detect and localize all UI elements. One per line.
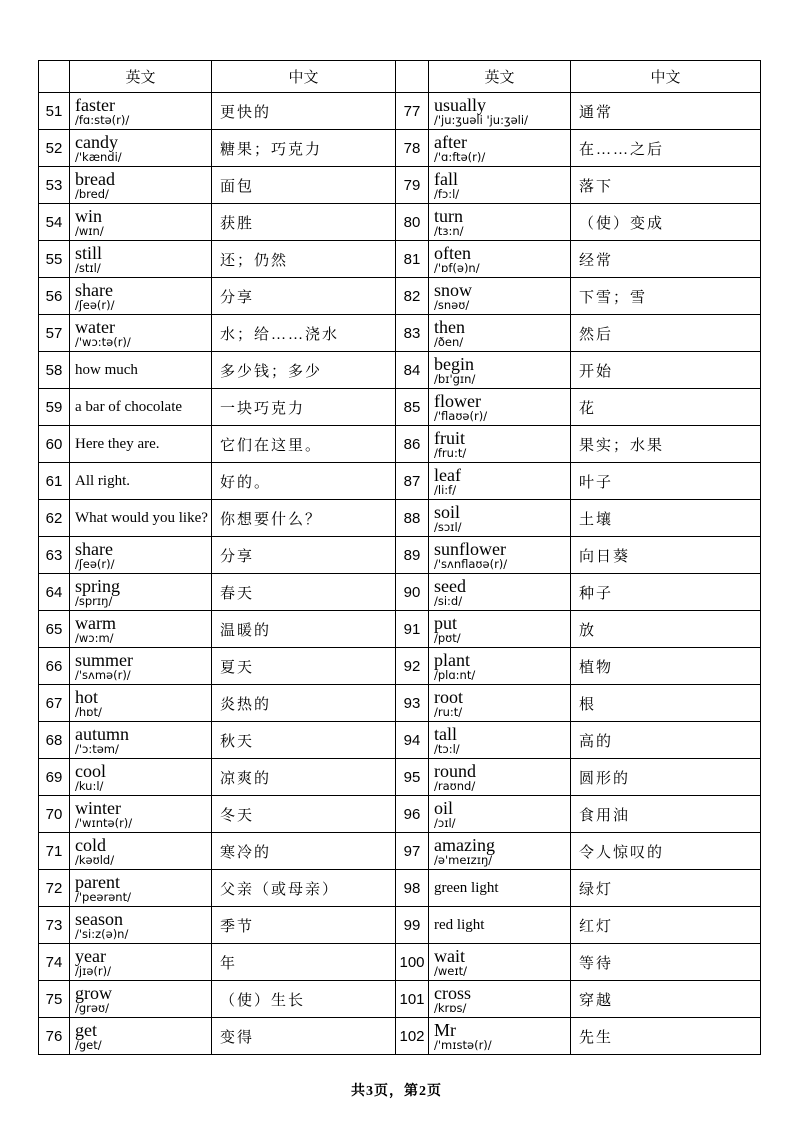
- phonetic-transcription: /'mɪstə(r)/: [434, 1037, 492, 1052]
- english-cell: [70, 463, 212, 500]
- row-number: 82: [396, 278, 429, 315]
- phonetic-transcription: /ʃeə(r)/: [75, 556, 115, 571]
- header-chinese-right: 中文: [571, 61, 761, 93]
- phonetic-transcription: /bɪ'gɪn/: [434, 371, 476, 386]
- chinese-cell: 然后: [571, 315, 761, 352]
- english-word: Mr: [434, 1019, 456, 1040]
- english-word: All right.: [75, 472, 130, 489]
- chinese-cell: 温暖的: [212, 611, 396, 648]
- english-cell: [70, 944, 212, 981]
- row-number: 85: [396, 389, 429, 426]
- chinese-cell: 年: [212, 944, 396, 981]
- table-row: [39, 426, 761, 463]
- english-cell: [70, 981, 212, 1018]
- chinese-cell: 等待: [571, 944, 761, 981]
- phonetic-transcription: /weɪt/: [434, 963, 468, 978]
- chinese-cell: 凉爽的: [212, 759, 396, 796]
- chinese-cell: 它们在这里。: [212, 426, 396, 463]
- phonetic-transcription: /'wɔ:tə(r)/: [75, 334, 131, 349]
- english-word: put: [434, 612, 458, 633]
- english-cell: [429, 537, 571, 574]
- row-number: 71: [39, 833, 70, 870]
- chinese-cell: 令人惊叹的: [571, 833, 761, 870]
- table-row: [39, 759, 761, 796]
- row-number: 96: [396, 796, 429, 833]
- table-row: [39, 241, 761, 278]
- english-cell: [429, 204, 571, 241]
- row-number: 95: [396, 759, 429, 796]
- phonetic-transcription: /fru:t/: [434, 445, 467, 460]
- table-row: [39, 796, 761, 833]
- row-number: 60: [39, 426, 70, 463]
- phonetic-transcription: /'ju:ʒuəli 'ju:ʒəli/: [434, 112, 528, 127]
- row-number: 81: [396, 241, 429, 278]
- chinese-cell: 土壤: [571, 500, 761, 537]
- table-row: [39, 648, 761, 685]
- english-word: round: [434, 760, 476, 781]
- english-word: amazing: [434, 834, 495, 855]
- phonetic-transcription: /'ɑ:ftə(r)/: [434, 149, 486, 164]
- english-cell: [70, 426, 212, 463]
- row-number: 66: [39, 648, 70, 685]
- chinese-cell: 果实；水果: [571, 426, 761, 463]
- english-word: cold: [75, 834, 106, 855]
- row-number: 84: [396, 352, 429, 389]
- header-number-left: [39, 61, 70, 93]
- row-number: 98: [396, 870, 429, 907]
- table-row: [39, 204, 761, 241]
- row-number: 52: [39, 130, 70, 167]
- english-word: turn: [434, 205, 463, 226]
- chinese-cell: 你想要什么？: [212, 500, 396, 537]
- row-number: 79: [396, 167, 429, 204]
- chinese-cell: 下雪；雪: [571, 278, 761, 315]
- english-cell: [429, 611, 571, 648]
- table-row: [39, 574, 761, 611]
- phonetic-transcription: /li:f/: [434, 482, 457, 497]
- phonetic-transcription: /ʃeə(r)/: [75, 297, 115, 312]
- chinese-cell: 放: [571, 611, 761, 648]
- english-word: get: [75, 1019, 97, 1040]
- english-cell: [429, 315, 571, 352]
- english-cell: [429, 870, 571, 907]
- phonetic-transcription: /jɪə(r)/: [75, 963, 111, 978]
- english-cell: [70, 870, 212, 907]
- chinese-cell: 在……之后: [571, 130, 761, 167]
- row-number: 68: [39, 722, 70, 759]
- header-chinese-left: 中文: [212, 61, 396, 93]
- vocab-table-body: [39, 93, 761, 1055]
- phonetic-transcription: /tɜ:n/: [434, 223, 464, 238]
- english-word: wait: [434, 945, 465, 966]
- english-cell: [70, 648, 212, 685]
- row-number: 62: [39, 500, 70, 537]
- row-number: 78: [396, 130, 429, 167]
- english-word: still: [75, 242, 103, 263]
- chinese-cell: （使）变成: [571, 204, 761, 241]
- english-cell: [70, 611, 212, 648]
- english-cell: [429, 278, 571, 315]
- row-number: 92: [396, 648, 429, 685]
- table-row: [39, 1018, 761, 1055]
- chinese-cell: 食用油: [571, 796, 761, 833]
- chinese-cell: 获胜: [212, 204, 396, 241]
- english-cell: [70, 167, 212, 204]
- chinese-cell: 分享: [212, 537, 396, 574]
- english-word: win: [75, 205, 102, 226]
- english-word: share: [75, 279, 113, 300]
- row-number: 75: [39, 981, 70, 1018]
- english-word: parent: [75, 871, 120, 892]
- table-row: [39, 389, 761, 426]
- english-word: autumn: [75, 723, 129, 744]
- english-word: bread: [75, 168, 115, 189]
- english-word: green light: [434, 879, 499, 896]
- table-row: [39, 722, 761, 759]
- phonetic-transcription: /'peərənt/: [75, 889, 131, 904]
- row-number: 101: [396, 981, 429, 1018]
- phonetic-transcription: /ɔɪl/: [434, 815, 456, 830]
- chinese-cell: 通常: [571, 93, 761, 130]
- phonetic-transcription: /get/: [75, 1037, 102, 1052]
- english-cell: [429, 93, 571, 130]
- english-cell: [429, 796, 571, 833]
- english-cell: [429, 981, 571, 1018]
- english-cell: [429, 685, 571, 722]
- row-number: 55: [39, 241, 70, 278]
- english-word: faster: [75, 94, 115, 115]
- english-cell: [429, 833, 571, 870]
- row-number: 76: [39, 1018, 70, 1055]
- row-number: 73: [39, 907, 70, 944]
- english-word: Here they are.: [75, 435, 160, 452]
- chinese-cell: 红灯: [571, 907, 761, 944]
- chinese-cell: 种子: [571, 574, 761, 611]
- english-cell: [429, 130, 571, 167]
- row-number: 99: [396, 907, 429, 944]
- english-cell: [70, 278, 212, 315]
- header-english-left: 英文: [70, 61, 212, 93]
- row-number: 86: [396, 426, 429, 463]
- chinese-cell: 好的。: [212, 463, 396, 500]
- row-number: 94: [396, 722, 429, 759]
- phonetic-transcription: /wɔ:m/: [75, 630, 114, 645]
- chinese-cell: 经常: [571, 241, 761, 278]
- english-cell: [429, 352, 571, 389]
- phonetic-transcription: /sprɪŋ/: [75, 593, 113, 608]
- english-word: sunflower: [434, 538, 506, 559]
- english-word: soil: [434, 501, 461, 522]
- chinese-cell: 圆形的: [571, 759, 761, 796]
- phonetic-transcription: /'sʌnflaʊə(r)/: [434, 556, 508, 571]
- english-word: red light: [434, 916, 485, 933]
- phonetic-transcription: /'ɒf(ə)n/: [434, 260, 480, 275]
- row-number: 57: [39, 315, 70, 352]
- table-row: [39, 870, 761, 907]
- table-row: [39, 944, 761, 981]
- english-cell: [70, 722, 212, 759]
- header-number-right: [396, 61, 429, 93]
- english-cell: [429, 463, 571, 500]
- phonetic-transcription: /si:d/: [434, 593, 463, 608]
- english-word: grow: [75, 982, 112, 1003]
- phonetic-transcription: /ru:t/: [434, 704, 463, 719]
- chinese-cell: 一块巧克力: [212, 389, 396, 426]
- vocab-table: [38, 60, 761, 1055]
- english-cell: [70, 759, 212, 796]
- chinese-cell: 寒冷的: [212, 833, 396, 870]
- chinese-cell: 变得: [212, 1018, 396, 1055]
- phonetic-transcription: /bred/: [75, 186, 109, 201]
- english-cell: [70, 241, 212, 278]
- english-word: plant: [434, 649, 470, 670]
- english-cell: [429, 574, 571, 611]
- english-word: leaf: [434, 464, 461, 485]
- english-cell: [70, 685, 212, 722]
- chinese-cell: 向日葵: [571, 537, 761, 574]
- row-number: 67: [39, 685, 70, 722]
- english-word: often: [434, 242, 471, 263]
- english-word: hot: [75, 686, 99, 707]
- english-word: What would you like?: [75, 509, 208, 526]
- row-number: 80: [396, 204, 429, 241]
- chinese-cell: 分享: [212, 278, 396, 315]
- row-number: 88: [396, 500, 429, 537]
- english-cell: [70, 1018, 212, 1055]
- english-cell: [70, 907, 212, 944]
- phonetic-transcription: /fɔ:l/: [434, 186, 460, 201]
- english-cell: [429, 759, 571, 796]
- phonetic-transcription: /plɑ:nt/: [434, 667, 476, 682]
- english-cell: [429, 241, 571, 278]
- row-number: 51: [39, 93, 70, 130]
- row-number: 91: [396, 611, 429, 648]
- chinese-cell: 秋天: [212, 722, 396, 759]
- english-cell: [429, 944, 571, 981]
- row-number: 53: [39, 167, 70, 204]
- chinese-cell: 面包: [212, 167, 396, 204]
- english-cell: [429, 648, 571, 685]
- english-cell: [70, 93, 212, 130]
- table-row: [39, 537, 761, 574]
- english-cell: [70, 574, 212, 611]
- phonetic-transcription: /'wɪntə(r)/: [75, 815, 133, 830]
- english-word: fruit: [434, 427, 465, 448]
- phonetic-transcription: /grəʊ/: [75, 1000, 109, 1015]
- english-word: winter: [75, 797, 121, 818]
- row-number: 63: [39, 537, 70, 574]
- chinese-cell: 先生: [571, 1018, 761, 1055]
- row-number: 89: [396, 537, 429, 574]
- phonetic-transcription: /stɪl/: [75, 260, 101, 275]
- chinese-cell: 多少钱；多少: [212, 352, 396, 389]
- phonetic-transcription: /'sʌmə(r)/: [75, 667, 131, 682]
- english-word: usually: [434, 94, 486, 115]
- english-word: root: [434, 686, 463, 707]
- row-number: 59: [39, 389, 70, 426]
- english-cell: [70, 315, 212, 352]
- table-row: [39, 833, 761, 870]
- phonetic-transcription: /raʊnd/: [434, 778, 476, 793]
- english-word: how much: [75, 361, 138, 378]
- row-number: 70: [39, 796, 70, 833]
- chinese-cell: 根: [571, 685, 761, 722]
- english-cell: [429, 1018, 571, 1055]
- phonetic-transcription: /fɑ:stə(r)/: [75, 112, 130, 127]
- english-word: year: [75, 945, 106, 966]
- english-cell: [429, 500, 571, 537]
- row-number: 65: [39, 611, 70, 648]
- phonetic-transcription: /krɒs/: [434, 1000, 467, 1015]
- phonetic-transcription: /snəʊ/: [434, 297, 470, 312]
- english-word: water: [75, 316, 115, 337]
- header-english-right: 英文: [429, 61, 571, 93]
- row-number: 77: [396, 93, 429, 130]
- english-word: fall: [434, 168, 458, 189]
- english-cell: [70, 389, 212, 426]
- english-word: season: [75, 908, 123, 929]
- table-row: [39, 130, 761, 167]
- english-cell: [70, 352, 212, 389]
- english-word: tall: [434, 723, 457, 744]
- chinese-cell: 春天: [212, 574, 396, 611]
- row-number: 61: [39, 463, 70, 500]
- english-cell: [429, 907, 571, 944]
- row-number: 72: [39, 870, 70, 907]
- row-number: 97: [396, 833, 429, 870]
- english-word: a bar of chocolate: [75, 398, 183, 415]
- row-number: 69: [39, 759, 70, 796]
- table-row: [39, 315, 761, 352]
- chinese-cell: 水；给……浇水: [212, 315, 396, 352]
- phonetic-transcription: /kəʊld/: [75, 852, 115, 867]
- page-number-footer: 共3页，第2页: [351, 1084, 442, 1099]
- chinese-cell: 更快的: [212, 93, 396, 130]
- row-number: 74: [39, 944, 70, 981]
- chinese-cell: 绿灯: [571, 870, 761, 907]
- english-word: snow: [434, 279, 473, 300]
- phonetic-transcription: /pʊt/: [434, 630, 461, 645]
- english-word: then: [434, 316, 465, 337]
- table-header-row: [39, 61, 761, 93]
- row-number: 102: [396, 1018, 429, 1055]
- english-word: candy: [75, 131, 118, 152]
- table-row: [39, 611, 761, 648]
- phonetic-transcription: /hɒt/: [75, 704, 102, 719]
- chinese-cell: 叶子: [571, 463, 761, 500]
- table-row: [39, 352, 761, 389]
- table-row: [39, 500, 761, 537]
- english-word: flower: [434, 390, 481, 411]
- english-cell: [429, 167, 571, 204]
- table-row: [39, 907, 761, 944]
- phonetic-transcription: /wɪn/: [75, 223, 104, 238]
- english-cell: [70, 537, 212, 574]
- english-word: share: [75, 538, 113, 559]
- chinese-cell: 开始: [571, 352, 761, 389]
- english-cell: [70, 796, 212, 833]
- chinese-cell: 落下: [571, 167, 761, 204]
- chinese-cell: 植物: [571, 648, 761, 685]
- phonetic-transcription: /tɔ:l/: [434, 741, 460, 756]
- phonetic-transcription: /'flaʊə(r)/: [434, 408, 488, 423]
- table-row: [39, 278, 761, 315]
- english-word: spring: [75, 575, 120, 596]
- english-word: summer: [75, 649, 133, 670]
- chinese-cell: 糖果；巧克力: [212, 130, 396, 167]
- row-number: 100: [396, 944, 429, 981]
- table-row: [39, 981, 761, 1018]
- table-row: [39, 167, 761, 204]
- english-cell: [70, 130, 212, 167]
- phonetic-transcription: /sɔɪl/: [434, 519, 462, 534]
- chinese-cell: 穿越: [571, 981, 761, 1018]
- english-cell: [70, 204, 212, 241]
- row-number: 56: [39, 278, 70, 315]
- english-cell: [70, 833, 212, 870]
- phonetic-transcription: /'si:z(ə)n/: [75, 926, 129, 941]
- chinese-cell: 还；仍然: [212, 241, 396, 278]
- row-number: 58: [39, 352, 70, 389]
- english-word: oil: [434, 797, 454, 818]
- chinese-cell: （使）生长: [212, 981, 396, 1018]
- english-word: warm: [75, 612, 116, 633]
- english-word: cool: [75, 760, 106, 781]
- row-number: 93: [396, 685, 429, 722]
- chinese-cell: 炎热的: [212, 685, 396, 722]
- english-cell: [429, 426, 571, 463]
- phonetic-transcription: /ə'meɪzɪŋ/: [434, 852, 493, 867]
- row-number: 87: [396, 463, 429, 500]
- chinese-cell: 冬天: [212, 796, 396, 833]
- chinese-cell: 夏天: [212, 648, 396, 685]
- english-word: after: [434, 131, 467, 152]
- english-word: cross: [434, 982, 471, 1003]
- english-cell: [429, 389, 571, 426]
- table-row: [39, 93, 761, 130]
- english-cell: [429, 722, 571, 759]
- chinese-cell: 花: [571, 389, 761, 426]
- phonetic-transcription: /ku:l/: [75, 778, 104, 793]
- phonetic-transcription: /'kændi/: [75, 149, 122, 164]
- row-number: 90: [396, 574, 429, 611]
- phonetic-transcription: /ðen/: [434, 334, 464, 349]
- row-number: 54: [39, 204, 70, 241]
- chinese-cell: 高的: [571, 722, 761, 759]
- english-cell: [70, 500, 212, 537]
- chinese-cell: 父亲（或母亲）: [212, 870, 396, 907]
- chinese-cell: 季节: [212, 907, 396, 944]
- english-word: begin: [434, 353, 474, 374]
- row-number: 64: [39, 574, 70, 611]
- table-row: [39, 685, 761, 722]
- phonetic-transcription: /'ɔ:təm/: [75, 741, 119, 756]
- english-word: seed: [434, 575, 466, 596]
- row-number: 83: [396, 315, 429, 352]
- table-row: [39, 463, 761, 500]
